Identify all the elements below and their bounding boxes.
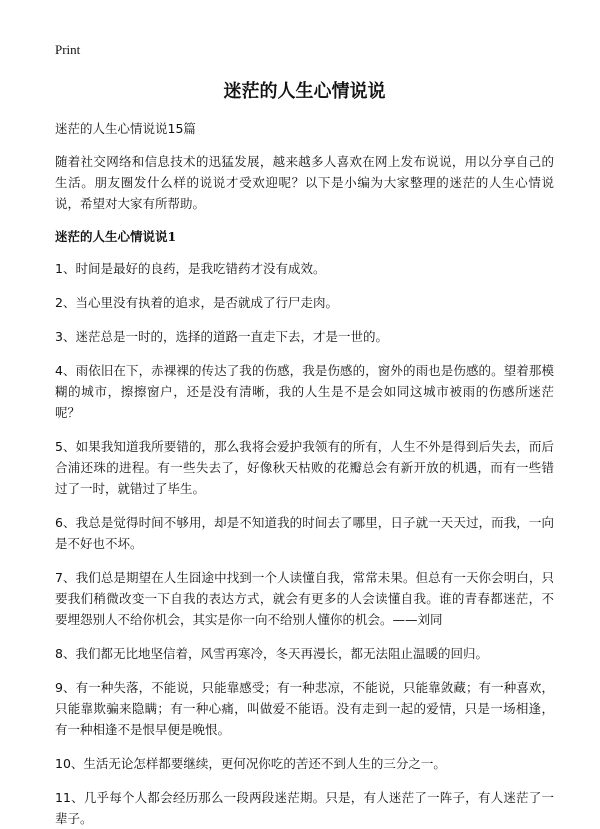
print-link[interactable]: Print xyxy=(55,42,81,57)
list-item-11: 11、几乎每个人都会经历那么一段两段迷茫期。只是，有人迷茫了一阵子，有人迷茫了一辈子。 xyxy=(55,790,554,826)
section-heading: 迷茫的人生心情说说1 xyxy=(55,229,177,244)
list-item-9: 9、有一种失落，不能说，只能靠感受；有一种悲凉，不能说，只能靠敛藏；有一种喜欢，只能靠欺骗来隐瞒；有一种心痛，叫做爱不能语。没有走到一起的爱情，只是一场相逢，有一种相逢不是恨早便是晚恨。 xyxy=(55,680,554,737)
list-item-5: 5、如果我知道我所要错的，那么我将会爱护我领有的所有，人生不外是得到后失去，而后合浦还珠的进程。有一些失去了，好像秋天枯败的花瓣总会有新开放的机遇，而有一些错过了一时，就错过了毕生。 xyxy=(55,439,554,496)
page-title: 迷茫的人生心情说说 xyxy=(223,81,386,102)
list-item-3: 3、迷茫总是一时的，选择的道路一直走下去，才是一世的。 xyxy=(55,329,388,344)
list-item-6: 6、我总是觉得时间不够用，却是不知道我的时间去了哪里，日子就一天天过，而我，一向是不好也不坏。 xyxy=(55,515,554,551)
list-item-7: 7、我们总是期望在人生囧途中找到一个人读懂自我，常常未果。但总有一天你会明白，只要我们稍微改变一下自我的表达方式，就会有更多的人会读懂自我。谁的青春都迷茫，不要埋怨别人不给你机会，其实是你一向不给别人懂你的机会。——刘同 xyxy=(55,570,554,627)
list-item-1: 1、时间是最好的良药，是我吃错药才没有成效。 xyxy=(55,261,326,276)
list-item-4: 4、雨依旧在下，赤裸裸的传达了我的伤感，我是伤感的，窗外的雨也是伤感的。望着那模糊的城市，擦擦窗户，还是没有清晰，我的人生是不是会如同这城市被雨的伤感所迷茫呢？ xyxy=(55,363,554,420)
list-item-2: 2、当心里没有执着的追求，是否就成了行尸走肉。 xyxy=(55,295,338,310)
article-subtitle: 迷茫的人生心情说说15篇 xyxy=(55,121,196,136)
list-item-10: 10、生活无论怎样都要继续，更何况你吃的苦还不到人生的三分之一。 xyxy=(55,756,446,771)
intro-paragraph: 随着社交网络和信息技术的迅猛发展，越来越多人喜欢在网上发布说说，用以分享自己的生活。朋友圈发什么样的说说才受欢迎呢？以下是小编为大家整理的迷茫的人生心情说说，希望对大家有所帮助。 xyxy=(55,154,554,211)
list-item-8: 8、我们都无比地坚信着，风雪再寒冷，冬天再漫长，都无法阻止温暖的回归。 xyxy=(55,646,488,661)
